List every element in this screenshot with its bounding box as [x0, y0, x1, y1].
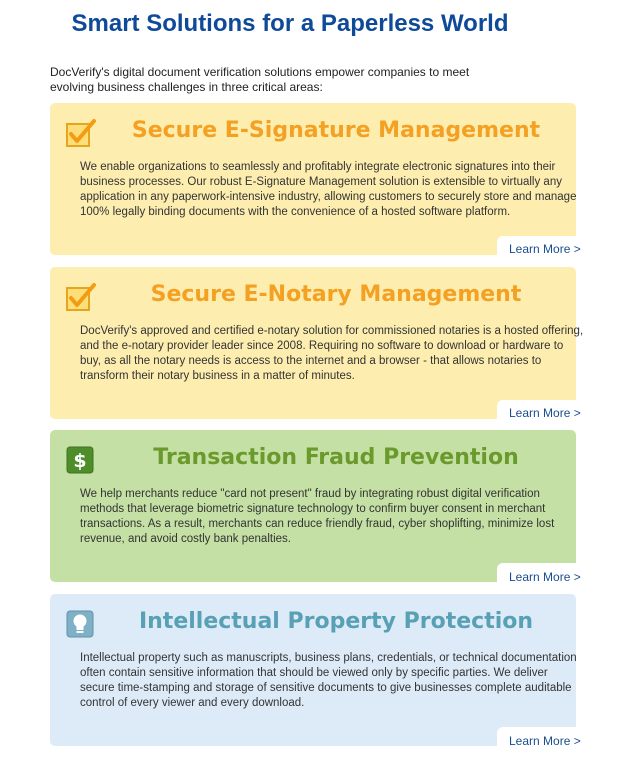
page-title: Smart Solutions for a Paperless World [71, 10, 509, 37]
section-body: DocVerify's approved and certified e-notary solution for commissioned notaries is a hosted offering, and the e-notary provider leader since 2008. Requiring no software to download or hardware to buy, as all the notary needs is access to the internet and a browser - that allows notaries to transform their notary business in a matter of minutes. [80, 325, 584, 382]
section-body: We enable organizations to seamlessly and profitably integrate electronic signatures into their business processes. Our robust E-Signature Management solution is extensible to virtually any application in any paperwork-intensive industry, allowing customers to securely store and manage 100% legally binding documents with the convenience of a hosted software platform. [80, 161, 577, 218]
checkmark-icon [66, 283, 94, 311]
card-e-signature [50, 103, 576, 255]
lightbulb-icon [66, 610, 94, 638]
card-e-notary [50, 267, 584, 419]
learn-more-link-ip-protection[interactable]: Learn More > [509, 734, 581, 748]
section-title: Intellectual Property Protection [138, 609, 534, 634]
card-fraud-prevention [50, 430, 576, 582]
checkmark-icon [66, 119, 94, 147]
section-body: Intellectual property such as manuscripts, business plans, credentials, or technical documentation often contain sensitive information that should be viewed only by specific parties. We deliver secure time-stamping and storage of sensitive documents to give businesses complete auditable control of every viewer and every download. [80, 652, 577, 709]
learn-more-link-e-notary[interactable]: Learn More > [509, 406, 581, 420]
section-title: Secure E-Signature Management [131, 118, 541, 143]
svg-text:$: $ [73, 450, 87, 472]
section-title: Transaction Fraud Prevention [153, 445, 519, 470]
learn-more-link-e-signature[interactable]: Learn More > [509, 242, 581, 256]
section-title: Secure E-Notary Management [150, 282, 522, 307]
intro-text: DocVerify's digital document verification solutions empower companies to meet evolving business challenges in three critical areas: [50, 65, 470, 94]
learn-more-link-fraud-prevention[interactable]: Learn More > [509, 570, 581, 584]
dollar-icon [66, 446, 94, 474]
card-ip-protection [50, 594, 576, 746]
section-body: We help merchants reduce "card not present" fraud by integrating robust digital verification methods that leverage biometric signature technology to confirm buyer consent in merchant transactions. As a result, merchants can reduce friendly fraud, cyber shoplifting, minimize lost revenue, and avoid costly bank penalties. [80, 488, 555, 545]
